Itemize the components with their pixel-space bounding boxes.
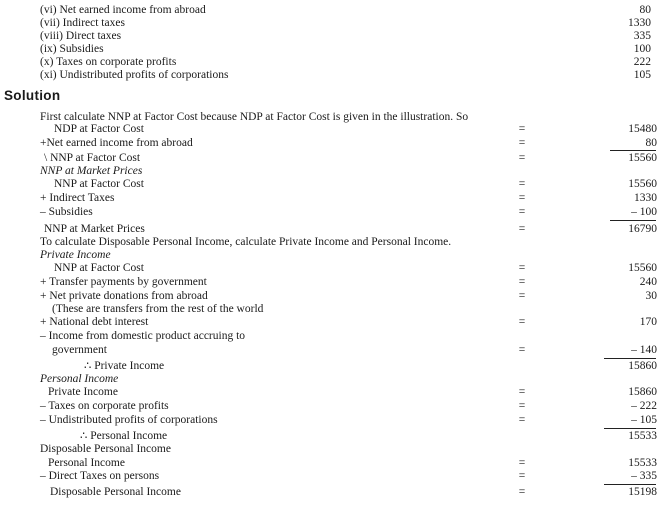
calc-value: – 335 xyxy=(631,470,657,482)
calc-note-row xyxy=(0,303,671,316)
calc-label: NDP at Factor Cost xyxy=(54,123,144,135)
given-item-row xyxy=(0,56,671,69)
sum-underline xyxy=(604,484,656,485)
calc-label: \ NNP at Factor Cost xyxy=(44,152,141,164)
calc-row xyxy=(0,386,671,399)
given-item-row xyxy=(0,17,671,30)
calc-label: – Undistributed profits of corporations xyxy=(40,414,218,426)
calc-label: – Taxes on corporate profits xyxy=(40,400,169,412)
section-heading: Private Income xyxy=(40,249,111,261)
equals-sign: = xyxy=(518,137,526,149)
calc-row xyxy=(0,457,671,470)
sum-underline xyxy=(610,220,656,221)
sum-underline xyxy=(604,358,656,359)
calc-label: Private Income xyxy=(48,386,118,398)
calc-row xyxy=(0,360,671,373)
calc-row xyxy=(0,206,671,219)
calc-row xyxy=(0,223,671,236)
given-item-label: (vi) Net earned income from abroad xyxy=(40,4,206,16)
calc-value: 15533 xyxy=(628,430,657,442)
calc-value: 240 xyxy=(639,276,657,288)
given-item-value: 222 xyxy=(633,56,651,68)
calc-value: 15560 xyxy=(628,152,657,164)
calc-value: 80 xyxy=(645,137,657,149)
equals-sign: = xyxy=(518,206,526,218)
calc-value: – 100 xyxy=(631,206,657,218)
calc-value: 15860 xyxy=(628,360,657,372)
calc-label: – Direct Taxes on persons xyxy=(40,470,160,482)
calc-row xyxy=(0,152,671,165)
given-item-row xyxy=(0,69,671,82)
equals-sign: = xyxy=(518,276,526,288)
calc-row xyxy=(0,123,671,136)
sum-underline xyxy=(610,150,656,151)
equals-sign: = xyxy=(518,486,526,498)
calc-label: NNP at Factor Cost xyxy=(54,178,144,190)
calc-label: – Income from domestic product accruing to xyxy=(40,330,246,342)
calc-row xyxy=(0,414,671,427)
given-item-row xyxy=(0,4,671,17)
calc-note-row xyxy=(0,330,671,343)
equals-sign: = xyxy=(518,152,526,164)
equals-sign: = xyxy=(518,414,526,426)
calc-value: 15198 xyxy=(628,486,657,498)
equals-sign: = xyxy=(518,178,526,190)
calc-value: – 222 xyxy=(631,400,657,412)
equals-sign: = xyxy=(518,223,526,235)
calc-label: + Indirect Taxes xyxy=(40,192,115,204)
dpi-note: To calculate Disposable Personal Income, calculate Private Income and Personal Income. xyxy=(40,236,452,248)
given-item-value: 105 xyxy=(633,69,651,81)
calc-row xyxy=(0,400,671,413)
calc-row xyxy=(0,192,671,205)
calc-label: government xyxy=(52,344,107,356)
section-heading: Personal Income xyxy=(40,373,119,385)
calc-label: ∴ Private Income xyxy=(84,360,165,372)
calc-label: (These are transfers from the rest of the world xyxy=(52,303,264,315)
section-heading: Disposable Personal Income xyxy=(40,443,171,455)
equals-sign: = xyxy=(518,192,526,204)
equals-sign: = xyxy=(518,386,526,398)
calc-value: 170 xyxy=(639,316,657,328)
equals-sign: = xyxy=(518,457,526,469)
given-item-row xyxy=(0,30,671,43)
calc-label: – Subsidies xyxy=(40,206,93,218)
given-item-label: (vii) Indirect taxes xyxy=(40,17,125,29)
given-item-value: 1330 xyxy=(628,17,651,29)
equals-sign: = xyxy=(518,470,526,482)
calc-label: + Net private donations from abroad xyxy=(40,290,208,302)
solution-intro: First calculate NNP at Factor Cost because NDP at Factor Cost is given in the illustration. So xyxy=(40,111,469,123)
calc-label: NNP at Market Prices xyxy=(44,223,145,235)
solution-heading: Solution xyxy=(4,88,61,103)
equals-sign: = xyxy=(518,316,526,328)
equals-sign: = xyxy=(518,262,526,274)
calc-label: Disposable Personal Income xyxy=(50,486,181,498)
given-item-label: (viii) Direct taxes xyxy=(40,30,122,42)
calc-value: 15533 xyxy=(628,457,657,469)
given-item-value: 100 xyxy=(633,43,651,55)
given-item-value: 335 xyxy=(633,30,651,42)
calc-label: NNP at Factor Cost xyxy=(54,262,144,274)
given-item-label: (ix) Subsidies xyxy=(40,43,104,55)
calc-label: +Net earned income from abroad xyxy=(40,137,193,149)
calc-row xyxy=(0,316,671,329)
calc-value: 15860 xyxy=(628,386,657,398)
calc-value: – 105 xyxy=(631,414,657,426)
calc-value: 30 xyxy=(645,290,657,302)
equals-sign: = xyxy=(518,400,526,412)
calc-value: 15560 xyxy=(628,178,657,190)
calc-row xyxy=(0,430,671,443)
sum-underline xyxy=(604,428,656,429)
calc-row xyxy=(0,470,671,483)
calc-row xyxy=(0,290,671,303)
equals-sign: = xyxy=(518,344,526,356)
given-item-label: (x) Taxes on corporate profits xyxy=(40,56,177,68)
calc-value: 1330 xyxy=(634,192,657,204)
calc-label: ∴ Personal Income xyxy=(80,430,168,442)
calc-value: 16790 xyxy=(628,223,657,235)
calc-value: – 140 xyxy=(631,344,657,356)
calc-row xyxy=(0,137,671,150)
calc-label: + National debt interest xyxy=(40,316,149,328)
section-heading: NNP at Market Prices xyxy=(40,165,143,177)
equals-sign: = xyxy=(518,123,526,135)
calc-label: + Transfer payments by government xyxy=(40,276,207,288)
equals-sign: = xyxy=(518,290,526,302)
given-item-label: (xi) Undistributed profits of corporations xyxy=(40,69,229,81)
given-item-value: 80 xyxy=(639,4,651,16)
calc-row xyxy=(0,178,671,191)
calc-label: Personal Income xyxy=(48,457,125,469)
calc-row xyxy=(0,276,671,289)
calc-value: 15480 xyxy=(628,123,657,135)
calc-row xyxy=(0,344,671,357)
calc-row xyxy=(0,486,671,499)
given-item-row xyxy=(0,43,671,56)
calc-row xyxy=(0,262,671,275)
calc-value: 15560 xyxy=(628,262,657,274)
